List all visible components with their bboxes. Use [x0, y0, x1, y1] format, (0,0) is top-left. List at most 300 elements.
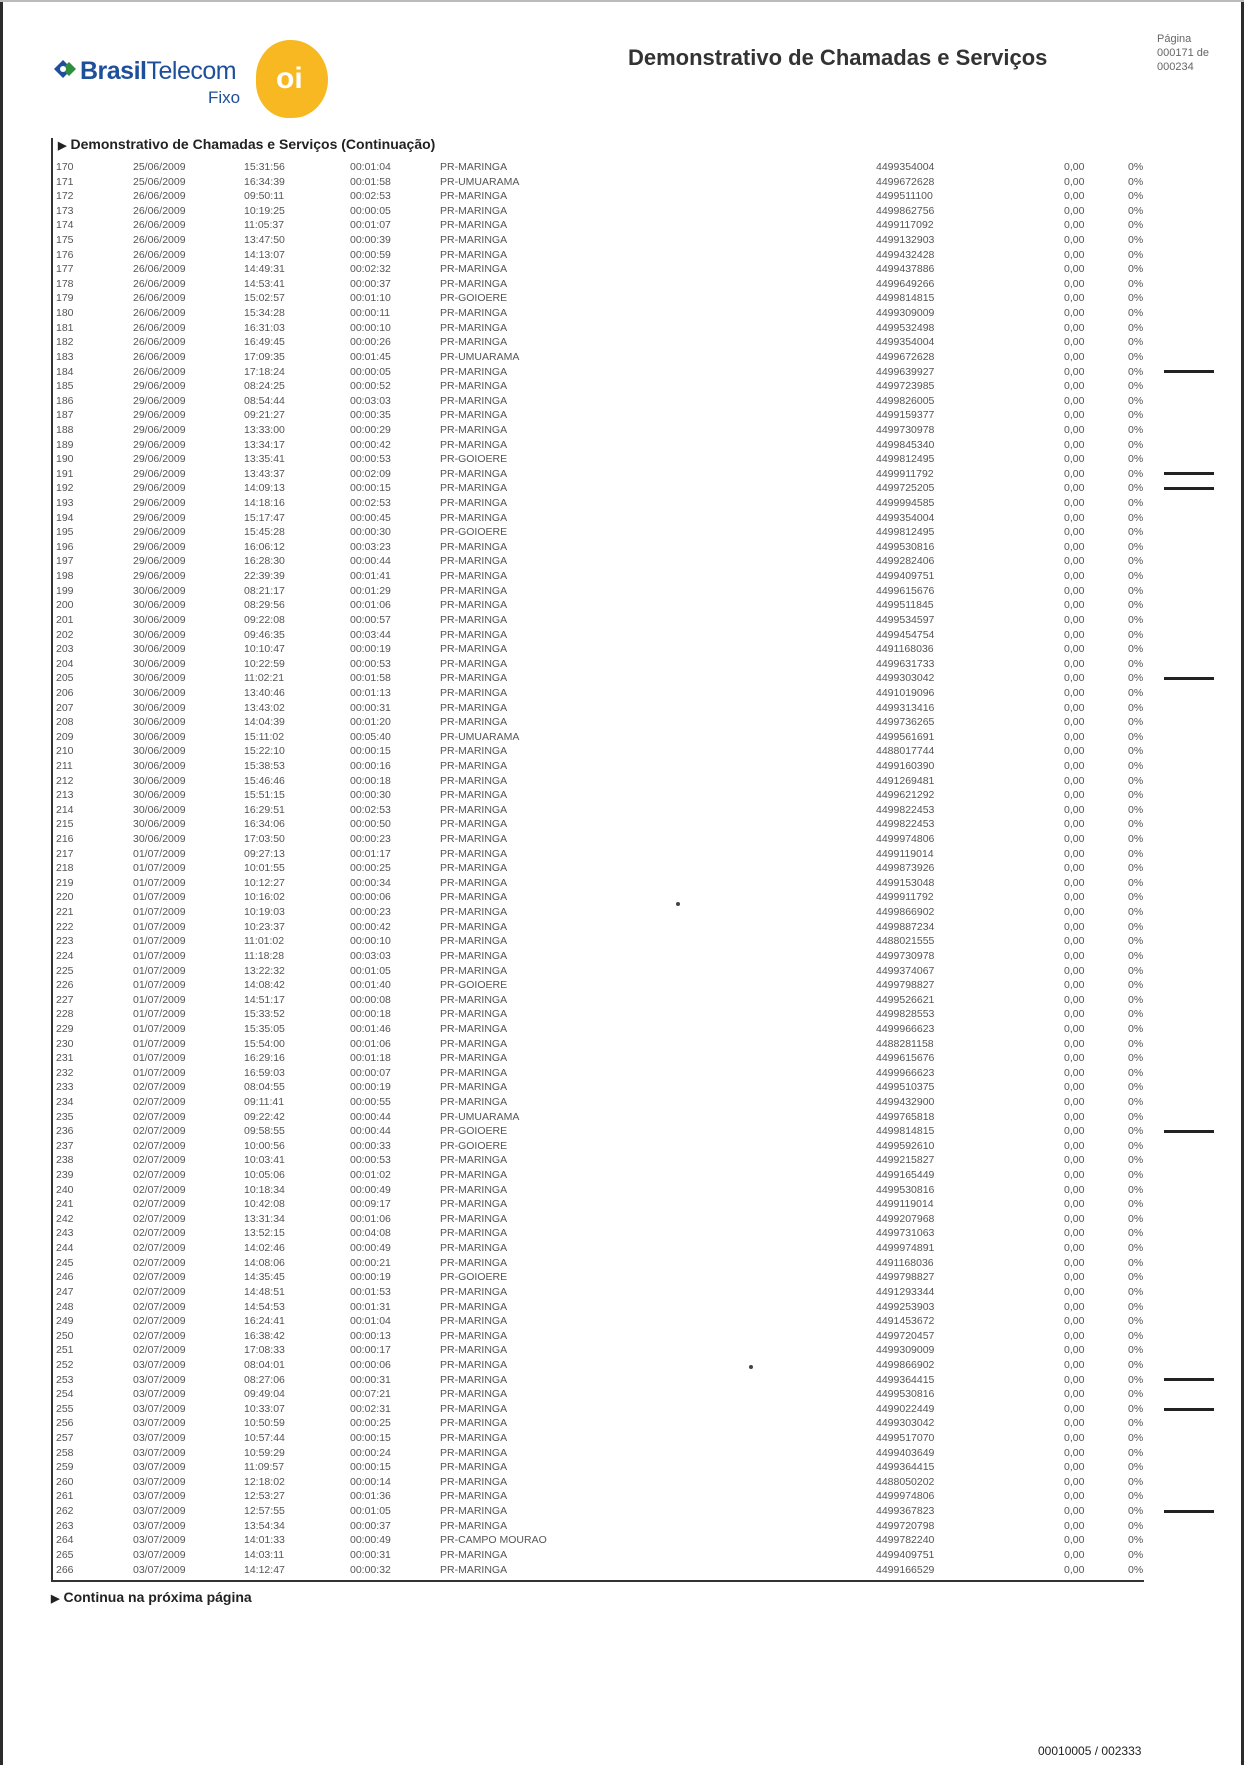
call-time: 13:43:02 [244, 701, 285, 714]
called-number: 4499828553 [876, 1008, 935, 1021]
call-value: 0,00 [1064, 1329, 1085, 1342]
call-location: PR-MARINGA [440, 686, 508, 699]
call-location: PR-MARINGA [440, 599, 508, 612]
call-value: 0,00 [1064, 716, 1085, 729]
table-row [54, 613, 1164, 628]
call-value: 0,00 [1064, 599, 1085, 612]
call-time: 10:03:41 [244, 1154, 285, 1167]
call-discount: 0% [1128, 204, 1144, 217]
call-location: PR-MARINGA [440, 584, 508, 597]
call-index: 217 [56, 847, 74, 860]
call-time: 15:45:28 [244, 526, 285, 539]
call-value: 0,00 [1064, 818, 1085, 831]
call-date: 03/07/2009 [133, 1563, 186, 1576]
call-location: PR-MARINGA [440, 263, 508, 276]
call-index: 247 [56, 1285, 74, 1298]
table-row [54, 1489, 1164, 1504]
table-row [54, 1168, 1164, 1183]
call-duration: 00:09:17 [350, 1198, 391, 1211]
call-date: 02/07/2009 [133, 1242, 186, 1255]
called-number: 4499782240 [876, 1534, 935, 1547]
table-row [54, 701, 1164, 716]
table-row [54, 175, 1164, 190]
table-row [54, 1080, 1164, 1095]
called-number: 4488017744 [876, 745, 935, 758]
table-row [54, 715, 1164, 730]
table-row [54, 774, 1164, 789]
call-discount: 0% [1128, 1563, 1144, 1576]
call-location: PR-MARINGA [440, 1315, 508, 1328]
call-value: 0,00 [1064, 1052, 1085, 1065]
call-value: 0,00 [1064, 511, 1085, 524]
call-time: 15:35:05 [244, 1022, 285, 1035]
call-time: 10:12:27 [244, 876, 285, 889]
call-discount: 0% [1128, 1110, 1144, 1123]
call-date: 29/06/2009 [133, 423, 186, 436]
call-location: PR-MARINGA [440, 1329, 508, 1342]
call-time: 13:54:34 [244, 1519, 285, 1532]
call-time: 10:18:34 [244, 1183, 285, 1196]
call-index: 193 [56, 497, 74, 510]
call-index: 234 [56, 1096, 74, 1108]
call-date: 02/07/2009 [133, 1227, 186, 1240]
called-number: 4499994585 [876, 497, 935, 510]
called-number: 4499354004 [876, 161, 935, 173]
page-label: Página [1157, 33, 1192, 45]
table-row [54, 1153, 1164, 1168]
call-index: 176 [56, 248, 74, 261]
call-time: 08:04:55 [244, 1081, 285, 1094]
table-row [54, 1226, 1164, 1241]
table-row [54, 1373, 1164, 1388]
call-value: 0,00 [1064, 1212, 1085, 1225]
call-discount: 0% [1128, 920, 1144, 933]
call-index: 198 [56, 570, 74, 583]
call-value: 0,00 [1064, 526, 1085, 539]
call-time: 14:08:06 [244, 1256, 285, 1269]
call-value: 0,00 [1064, 1402, 1085, 1415]
call-value: 0,00 [1064, 847, 1085, 860]
call-location: PR-MARINGA [440, 1461, 508, 1474]
called-number: 4499730978 [876, 423, 935, 436]
called-number: 4499862756 [876, 204, 935, 217]
call-duration: 00:00:42 [350, 920, 391, 933]
call-discount: 0% [1128, 1198, 1144, 1211]
call-location: PR-GOIOERE [440, 1139, 508, 1152]
call-location: PR-MARINGA [440, 248, 508, 261]
call-value: 0,00 [1064, 497, 1085, 510]
table-row [54, 1066, 1164, 1081]
call-location: PR-MARINGA [440, 643, 508, 656]
call-location: PR-MARINGA [440, 1548, 508, 1561]
called-number: 4499798827 [876, 1271, 935, 1284]
call-location: PR-MARINGA [440, 964, 508, 977]
call-value: 0,00 [1064, 1432, 1085, 1445]
call-value: 0,00 [1064, 423, 1085, 436]
table-row [54, 1285, 1164, 1300]
call-date: 01/07/2009 [133, 935, 186, 948]
called-number: 4499592610 [876, 1139, 935, 1152]
call-time: 10:01:55 [244, 862, 285, 875]
call-value: 0,00 [1064, 1271, 1085, 1284]
call-value: 0,00 [1064, 964, 1085, 977]
call-duration: 00:00:17 [350, 1344, 391, 1357]
call-index: 255 [56, 1402, 74, 1415]
call-value: 0,00 [1064, 161, 1085, 173]
call-duration: 00:01:10 [350, 292, 391, 305]
call-index: 236 [56, 1125, 74, 1138]
call-value: 0,00 [1064, 1037, 1085, 1050]
call-duration: 00:00:53 [350, 1154, 391, 1167]
call-time: 16:59:03 [244, 1066, 285, 1079]
call-value: 0,00 [1064, 876, 1085, 889]
call-value: 0,00 [1064, 234, 1085, 247]
call-time: 13:52:15 [244, 1227, 285, 1240]
call-date: 26/06/2009 [133, 321, 186, 334]
call-value: 0,00 [1064, 1125, 1085, 1138]
call-time: 13:47:50 [244, 234, 285, 247]
table-row [54, 452, 1164, 467]
call-date: 02/07/2009 [133, 1081, 186, 1094]
call-discount: 0% [1128, 862, 1144, 875]
call-location: PR-MARINGA [440, 1388, 508, 1401]
call-index: 178 [56, 277, 74, 290]
call-value: 0,00 [1064, 467, 1085, 480]
table-row [54, 1358, 1164, 1373]
call-discount: 0% [1128, 438, 1144, 451]
call-date: 26/06/2009 [133, 219, 186, 232]
call-location: PR-MARINGA [440, 920, 508, 933]
called-number: 4499822453 [876, 818, 935, 831]
call-date: 30/06/2009 [133, 833, 186, 846]
call-discount: 0% [1128, 949, 1144, 962]
call-index: 206 [56, 686, 74, 699]
call-location: PR-MARINGA [440, 1519, 508, 1532]
call-location: PR-GOIOERE [440, 292, 508, 305]
call-date: 26/06/2009 [133, 234, 186, 247]
call-discount: 0% [1128, 686, 1144, 699]
call-location: PR-MARINGA [440, 409, 508, 422]
call-discount: 0% [1128, 219, 1144, 232]
call-discount: 0% [1128, 1256, 1144, 1269]
table-row [54, 554, 1164, 569]
oi-logo-text: oi [276, 62, 303, 95]
call-location: PR-MARINGA [440, 1198, 508, 1211]
call-index: 243 [56, 1227, 74, 1240]
call-location: PR-MARINGA [440, 1052, 508, 1065]
call-date: 29/06/2009 [133, 555, 186, 568]
call-time: 14:53:41 [244, 277, 285, 290]
call-discount: 0% [1128, 1402, 1144, 1415]
call-index: 173 [56, 204, 74, 217]
scan-speck [749, 1365, 753, 1369]
call-location: PR-MARINGA [440, 1344, 508, 1357]
call-duration: 00:00:50 [350, 818, 391, 831]
table-row [54, 920, 1164, 935]
page-info [1157, 32, 1237, 74]
call-index: 189 [56, 438, 74, 451]
call-duration: 00:00:44 [350, 555, 391, 568]
margin-mark [1164, 1130, 1214, 1133]
call-duration: 00:01:06 [350, 599, 391, 612]
call-date: 30/06/2009 [133, 716, 186, 729]
call-value: 0,00 [1064, 1344, 1085, 1357]
call-duration: 00:01:13 [350, 686, 391, 699]
call-time: 10:19:03 [244, 906, 285, 919]
called-number: 4491019096 [876, 686, 935, 699]
call-value: 0,00 [1064, 701, 1085, 714]
call-index: 202 [56, 628, 74, 641]
call-index: 175 [56, 234, 74, 247]
call-time: 10:00:56 [244, 1139, 285, 1152]
call-discount: 0% [1128, 1388, 1144, 1401]
table-row [54, 759, 1164, 774]
calls-table [54, 160, 1164, 1577]
call-location: PR-MARINGA [440, 497, 508, 510]
scan-speck [676, 902, 680, 906]
call-value: 0,00 [1064, 862, 1085, 875]
call-duration: 00:03:03 [350, 949, 391, 962]
called-number: 4499873926 [876, 862, 935, 875]
call-location: PR-MARINGA [440, 1242, 508, 1255]
call-discount: 0% [1128, 1519, 1144, 1532]
call-discount: 0% [1128, 1183, 1144, 1196]
call-location: PR-MARINGA [440, 935, 508, 948]
call-duration: 00:00:19 [350, 1081, 391, 1094]
call-index: 171 [56, 175, 74, 188]
call-location: PR-GOIOERE [440, 526, 508, 539]
call-date: 02/07/2009 [133, 1125, 186, 1138]
call-duration: 00:01:17 [350, 847, 391, 860]
call-time: 14:02:46 [244, 1242, 285, 1255]
call-location: PR-MARINGA [440, 161, 508, 173]
call-date: 26/06/2009 [133, 190, 186, 203]
call-index: 251 [56, 1344, 74, 1357]
table-row [54, 1460, 1164, 1475]
call-duration: 00:00:35 [350, 409, 391, 422]
call-discount: 0% [1128, 277, 1144, 290]
table-row [54, 350, 1164, 365]
call-duration: 00:01:41 [350, 570, 391, 583]
call-duration: 00:00:44 [350, 1125, 391, 1138]
call-date: 02/07/2009 [133, 1154, 186, 1167]
call-location: PR-MARINGA [440, 745, 508, 758]
call-location: PR-MARINGA [440, 1432, 508, 1445]
call-time: 16:38:42 [244, 1329, 285, 1342]
call-time: 15:31:56 [244, 161, 285, 173]
call-discount: 0% [1128, 453, 1144, 466]
table-row [54, 525, 1164, 540]
call-value: 0,00 [1064, 1358, 1085, 1371]
call-date: 01/07/2009 [133, 847, 186, 860]
call-discount: 0% [1128, 248, 1144, 261]
call-duration: 00:00:52 [350, 380, 391, 393]
call-value: 0,00 [1064, 1242, 1085, 1255]
call-duration: 00:00:37 [350, 277, 391, 290]
call-value: 0,00 [1064, 336, 1085, 349]
called-number: 4499119014 [876, 1198, 934, 1211]
call-date: 30/06/2009 [133, 745, 186, 758]
call-duration: 00:00:19 [350, 1271, 391, 1284]
call-time: 13:22:32 [244, 964, 285, 977]
call-time: 10:59:29 [244, 1446, 285, 1459]
call-discount: 0% [1128, 1227, 1144, 1240]
call-discount: 0% [1128, 1344, 1144, 1357]
call-time: 16:29:51 [244, 803, 285, 816]
called-number: 4499132903 [876, 234, 935, 247]
call-date: 03/07/2009 [133, 1358, 186, 1371]
call-value: 0,00 [1064, 1490, 1085, 1503]
call-duration: 00:03:44 [350, 628, 391, 641]
call-duration: 00:00:31 [350, 1548, 391, 1561]
call-time: 16:28:30 [244, 555, 285, 568]
called-number: 4499403649 [876, 1446, 935, 1459]
call-location: PR-MARINGA [440, 803, 508, 816]
call-duration: 00:00:39 [350, 234, 391, 247]
call-location: PR-GOIOERE [440, 453, 508, 466]
call-date: 30/06/2009 [133, 701, 186, 714]
call-value: 0,00 [1064, 1008, 1085, 1021]
call-location: PR-MARINGA [440, 1212, 508, 1225]
table-row [54, 408, 1164, 423]
called-number: 4499814815 [876, 1125, 935, 1138]
call-time: 15:38:53 [244, 759, 285, 772]
call-index: 186 [56, 394, 74, 407]
call-discount: 0% [1128, 1008, 1144, 1021]
called-number: 4499510375 [876, 1081, 935, 1094]
call-location: PR-MARINGA [440, 1563, 508, 1576]
call-location: PR-MARINGA [440, 876, 508, 889]
call-index: 240 [56, 1183, 74, 1196]
table-row [54, 481, 1164, 496]
call-duration: 00:00:15 [350, 482, 391, 495]
call-time: 10:50:59 [244, 1417, 285, 1430]
call-date: 01/07/2009 [133, 993, 186, 1006]
table-row [54, 1563, 1164, 1578]
call-location: PR-CAMPO MOURAO [440, 1534, 547, 1547]
call-location: PR-MARINGA [440, 467, 508, 480]
call-duration: 00:01:05 [350, 1505, 391, 1518]
call-location: PR-MARINGA [440, 555, 508, 568]
table-row [54, 993, 1164, 1008]
call-date: 30/06/2009 [133, 613, 186, 626]
call-location: PR-MARINGA [440, 672, 508, 685]
call-discount: 0% [1128, 540, 1144, 553]
call-date: 02/07/2009 [133, 1110, 186, 1123]
table-row [54, 160, 1164, 175]
call-index: 264 [56, 1534, 74, 1547]
call-date: 30/06/2009 [133, 774, 186, 787]
call-location: PR-MARINGA [440, 277, 508, 290]
call-index: 191 [56, 467, 74, 480]
call-index: 205 [56, 672, 74, 685]
call-discount: 0% [1128, 1358, 1144, 1371]
call-duration: 00:01:06 [350, 1212, 391, 1225]
call-duration: 00:00:32 [350, 1563, 391, 1576]
call-discount: 0% [1128, 570, 1144, 583]
call-index: 232 [56, 1066, 74, 1079]
call-date: 30/06/2009 [133, 818, 186, 831]
called-number: 4499313416 [876, 701, 935, 714]
call-time: 10:16:02 [244, 891, 285, 904]
call-value: 0,00 [1064, 789, 1085, 802]
called-number: 4499511100 [876, 190, 933, 203]
call-index: 213 [56, 789, 74, 802]
call-date: 02/07/2009 [133, 1183, 186, 1196]
called-number: 4499207968 [876, 1212, 935, 1225]
call-date: 25/06/2009 [133, 161, 186, 173]
call-date: 26/06/2009 [133, 365, 186, 378]
table-row [54, 365, 1164, 380]
call-location: PR-GOIOERE [440, 979, 508, 992]
call-location: PR-MARINGA [440, 1490, 508, 1503]
call-date: 26/06/2009 [133, 277, 186, 290]
call-time: 09:58:55 [244, 1125, 285, 1138]
called-number: 4491269481 [876, 774, 935, 787]
call-discount: 0% [1128, 789, 1144, 802]
call-index: 257 [56, 1432, 74, 1445]
call-time: 17:18:24 [244, 365, 285, 378]
call-date: 02/07/2009 [133, 1300, 186, 1313]
call-time: 10:42:08 [244, 1198, 285, 1211]
call-duration: 00:00:05 [350, 204, 391, 217]
call-value: 0,00 [1064, 774, 1085, 787]
call-value: 0,00 [1064, 555, 1085, 568]
call-discount: 0% [1128, 1534, 1144, 1547]
call-discount: 0% [1128, 774, 1144, 787]
called-number: 4491168036 [876, 643, 934, 656]
call-value: 0,00 [1064, 1417, 1085, 1430]
table-row [54, 1343, 1164, 1358]
call-index: 203 [56, 643, 74, 656]
called-number: 4499736265 [876, 716, 935, 729]
call-value: 0,00 [1064, 657, 1085, 670]
call-time: 09:50:11 [244, 190, 285, 203]
call-duration: 00:00:30 [350, 526, 391, 539]
called-number: 4499530816 [876, 540, 935, 553]
table-row [54, 1475, 1164, 1490]
call-discount: 0% [1128, 321, 1144, 334]
table-row [54, 204, 1164, 219]
table-row [54, 744, 1164, 759]
call-discount: 0% [1128, 657, 1144, 670]
call-date: 01/07/2009 [133, 1022, 186, 1035]
call-index: 183 [56, 350, 74, 363]
call-index: 230 [56, 1037, 74, 1050]
called-number: 4499720457 [876, 1329, 935, 1342]
call-index: 182 [56, 336, 74, 349]
call-value: 0,00 [1064, 394, 1085, 407]
call-discount: 0% [1128, 161, 1144, 173]
call-date: 26/06/2009 [133, 350, 186, 363]
call-location: PR-MARINGA [440, 949, 508, 962]
table-row [54, 949, 1164, 964]
called-number: 4499672628 [876, 350, 935, 363]
call-time: 13:40:46 [244, 686, 285, 699]
table-row [54, 321, 1164, 336]
table-row [54, 788, 1164, 803]
call-date: 01/07/2009 [133, 1037, 186, 1050]
call-index: 174 [56, 219, 74, 232]
call-duration: 00:01:58 [350, 672, 391, 685]
called-number: 4499532498 [876, 321, 935, 334]
table-row [54, 832, 1164, 847]
call-location: PR-MARINGA [440, 1096, 508, 1108]
call-value: 0,00 [1064, 613, 1085, 626]
call-time: 14:48:51 [244, 1285, 285, 1298]
call-discount: 0% [1128, 803, 1144, 816]
table-row [54, 438, 1164, 453]
